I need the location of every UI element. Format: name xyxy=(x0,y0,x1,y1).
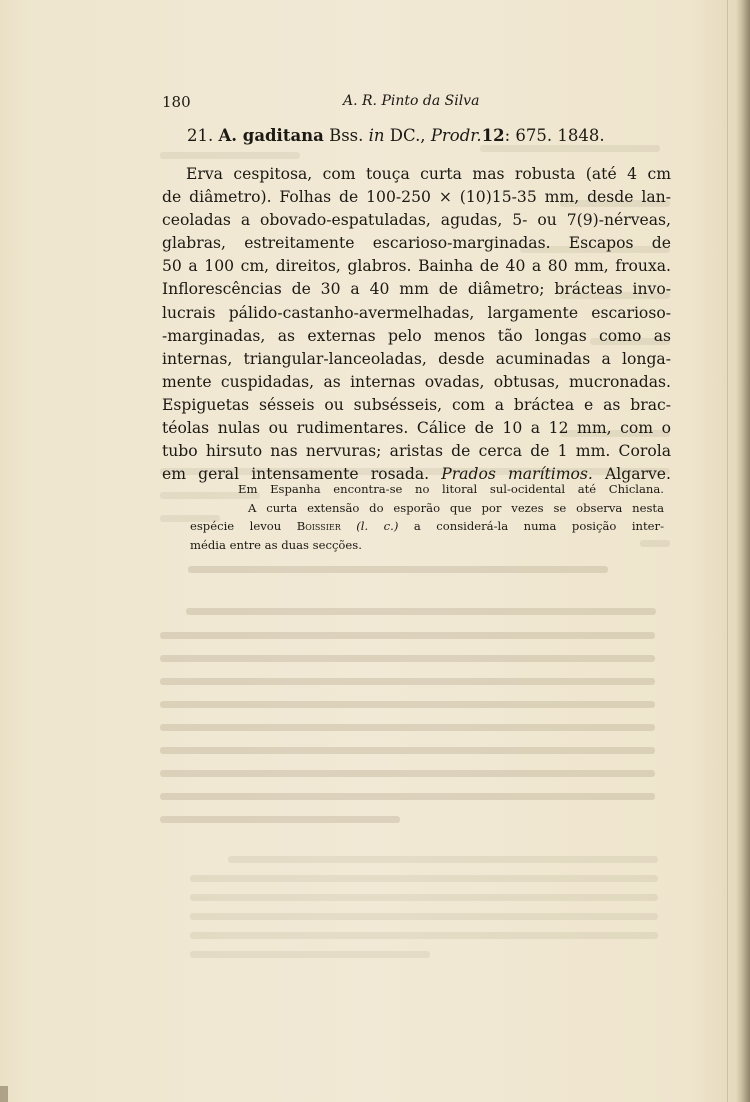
note-line3-suffix: a considerá-la numa posição inter- xyxy=(413,519,664,534)
note-line3-prefix: espécie levou xyxy=(190,519,282,534)
page-number: 180 xyxy=(162,93,191,111)
citation-volume: 12 xyxy=(481,126,505,145)
cited-author: Boissier xyxy=(296,519,341,534)
species-description xyxy=(162,163,671,486)
description-line: tubo hirsuto nas nervuras; aristas de cerca de 1 mm. Corola xyxy=(162,442,671,461)
note-line: A curta extensão do esporão que por vezes se observa nesta xyxy=(248,500,664,515)
running-head xyxy=(162,93,670,115)
citation-author: DC., xyxy=(389,126,426,145)
note-line: média entre as duas secções. xyxy=(190,537,362,552)
description-line: mente cuspidadas, as internas ovadas, obtusas, mucronadas. xyxy=(162,372,671,391)
description-line: Erva cespitosa, com touça curta mas robusta (até 4 cm xyxy=(186,165,671,183)
citation-pages-year: : 675. 1848. xyxy=(504,126,605,145)
description-line: lucrais pálido-castanho-avermelhadas, largamente escarioso- xyxy=(162,303,671,322)
page-corner-mark xyxy=(0,1086,8,1102)
citation-in: in xyxy=(368,126,385,145)
cited-reference: (l. c.) xyxy=(356,519,399,534)
running-head-author: A. R. Pinto da Silva xyxy=(343,93,480,109)
description-last-prefix: em geral intensamente rosada. xyxy=(162,465,430,484)
distribution-region: Algarve. xyxy=(605,465,671,484)
binding-shadow xyxy=(736,0,750,1102)
description-line: 50 a 100 cm, direitos, glabros. Bainha de 40 a 80 mm, frouxa. xyxy=(162,257,671,276)
species-author: Bss. xyxy=(329,126,364,145)
species-heading xyxy=(187,126,605,145)
citation-work: Prodr. xyxy=(430,126,482,145)
description-line: Espiguetas sésseis ou subsésseis, com a bráctea e as brac- xyxy=(162,395,671,414)
description-line: de diâmetro). Folhas de 100-250 × (10)15-35 mm, desde lan- xyxy=(162,188,671,207)
description-line: téolas nulas ou rudimentares. Cálice de 10 a 12 mm, com o xyxy=(162,419,671,438)
distribution-note xyxy=(190,480,664,554)
binding-line xyxy=(727,0,728,1102)
note-line: Em Espanha encontra-se no litoral sul-ocidental até Chiclana. xyxy=(238,482,664,496)
description-line: internas, triangular-lanceoladas, desde acuminadas a longa- xyxy=(162,349,671,368)
habitat: Prados marítimos. xyxy=(441,465,593,484)
description-line: glabras, estreitamente escarioso-marginadas. Escapos de xyxy=(162,234,671,253)
species-name: A. gaditana xyxy=(218,126,324,145)
description-line: -marginadas, as externas pelo menos tão longas como as xyxy=(162,326,671,345)
description-line: Inflorescências de 30 a 40 mm de diâmetro; brácteas invo- xyxy=(162,280,671,299)
note-line-with-reference xyxy=(190,517,664,536)
species-number: 21. xyxy=(187,126,214,145)
description-line: ceoladas a obovado-espatuladas, agudas, 5- ou 7(9)-nérveas, xyxy=(162,211,671,230)
